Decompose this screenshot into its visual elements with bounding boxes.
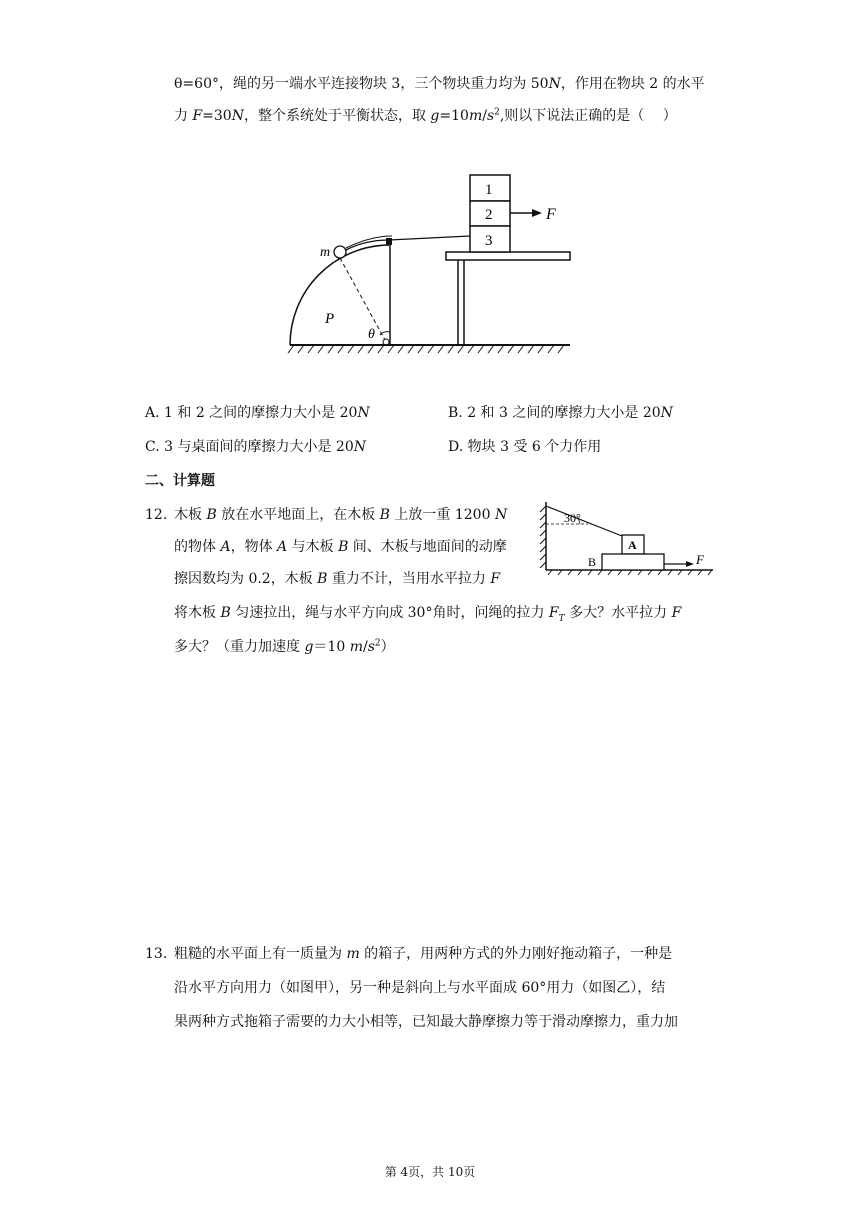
section-title: 二、计算题 [145,473,215,489]
block-3-label: 3 [485,233,493,249]
angle-label: θ [368,327,375,342]
q13-number: 13. [145,946,168,962]
q11-figure [280,170,580,360]
q13-text-line3: 果两种方式拖箱子需要的力大小相等，已知最大静摩擦力等于滑动摩擦力，重力加 [174,1014,678,1030]
page-footer: 第 4页，共 10页 [384,1165,476,1179]
angle-30-label: 30° [564,511,581,525]
label-b: B [588,555,597,569]
label-f: F [696,552,704,567]
block-1-label: 1 [485,182,493,198]
q12-figure [538,498,718,578]
option-a[interactable]: A. 1 和 2 之间的摩擦力大小是 20N [145,405,370,421]
p-label: P [325,311,335,327]
q11-text-line2: 力 F=30N，整个系统处于平衡状态，取 $g=10m/s^2$,则以下说法正确的是（ ） [174,107,677,124]
q12-text-line3: 擦因数均为 0.2，木板 B 重力不计，当用水平拉力 F [174,571,501,587]
option-d[interactable]: D. 物块 3 受 6 个力作用 [448,439,602,455]
q13-text-line2: 沿水平方向用力（如图甲），另一种是斜向上与水平面成 60°用力（如图乙），结 [174,980,666,996]
label-a: A [628,538,637,552]
block-2-label: 2 [485,207,493,223]
q12-text-line2: 的物体 A，物体 A 与木板 B 间、木板与地面间的动摩 [174,539,507,555]
mass-label: m [320,245,331,260]
q12-text-line1: 木板 B 放在水平地面上，在木板 B 上放一重 1200 N [174,507,508,523]
force-label: F [546,206,556,223]
q12-text-line4: 将木板 B 匀速拉出，绳与水平方向成 30°角时，问绳的拉力 $F_T$ 多大？水平拉力 F [174,605,682,624]
q13-text-line1: 粗糙的水平面上有一质量为 m 的箱子，用两种方式的外力刚好拖动箱子，一种是 [174,946,673,962]
option-c[interactable]: C. 3 与桌面间的摩擦力大小是 20N [145,439,366,455]
option-b[interactable]: B. 2 和 3 之间的摩擦力大小是 20N [448,405,673,421]
q12-text-line5: 多大？（重力加速度 g＝10 $m/s^2$） [174,638,395,655]
q12-number: 12. [145,507,168,523]
q11-text-line1: θ=60°，绳的另一端水平连接物块 3，三个物块重力均为 50N，作用在物块 2 的水平 [174,76,705,92]
